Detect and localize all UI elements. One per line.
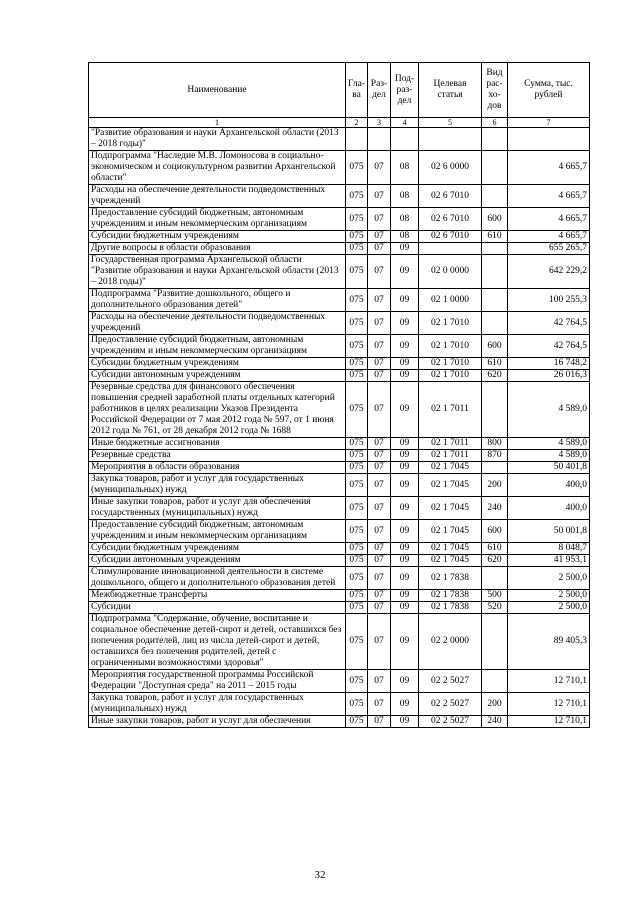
cell-name: Расходы на обеспечение деятельности подведомственных учреждений xyxy=(89,312,346,335)
cell-glava: 075 xyxy=(346,693,368,716)
table-row xyxy=(89,370,590,382)
cell-podrazdel: 09 xyxy=(391,520,419,543)
cell-glava: 075 xyxy=(346,358,368,370)
cell-glava: 075 xyxy=(346,462,368,474)
cell-name: Субсидии бюджетным учреждениям xyxy=(89,231,346,243)
cell-podrazdel: 08 xyxy=(391,231,419,243)
cell-vid: 600 xyxy=(482,520,508,543)
cell-razdel: 07 xyxy=(368,438,391,450)
cell-statya: 02 1 7010 xyxy=(419,335,482,358)
table-row xyxy=(89,382,590,438)
cell-razdel: 07 xyxy=(368,716,391,728)
cell-glava: 075 xyxy=(346,602,368,614)
table-row xyxy=(89,474,590,497)
cell-summa: 12 710,1 xyxy=(508,716,590,728)
cell-glava: 075 xyxy=(346,255,368,289)
cell-podrazdel: 08 xyxy=(391,208,419,231)
cell-summa: 2 500,0 xyxy=(508,567,590,590)
cell-statya: 02 1 7010 xyxy=(419,312,482,335)
cell-summa: 4 665,7 xyxy=(508,151,590,185)
cell-statya: 02 1 7045 xyxy=(419,555,482,567)
cell-razdel: 07 xyxy=(368,497,391,520)
cell-summa: 42 764,5 xyxy=(508,312,590,335)
cell-name: Предоставление субсидий бюджетным, автономным учреждениям и иным некоммерческим организациям xyxy=(89,520,346,543)
table-row xyxy=(89,602,590,614)
cell-glava xyxy=(346,128,368,151)
cell-summa: 4 589,0 xyxy=(508,450,590,462)
budget-table xyxy=(88,62,590,728)
cell-vid xyxy=(482,151,508,185)
cell-name: Иные закупки товаров, работ и услуг для обеспечения xyxy=(89,716,346,728)
cell-vid: 800 xyxy=(482,438,508,450)
cell-razdel: 07 xyxy=(368,555,391,567)
cell-podrazdel: 09 xyxy=(391,497,419,520)
header-razdel: Раз-дел xyxy=(368,63,391,118)
cell-statya: 02 0 0000 xyxy=(419,255,482,289)
cell-podrazdel: 09 xyxy=(391,370,419,382)
table-row xyxy=(89,590,590,602)
cell-podrazdel: 09 xyxy=(391,289,419,312)
cell-vid xyxy=(482,567,508,590)
cell-name: Закупка товаров, работ и услуг для государственных (муниципальных) нужд xyxy=(89,474,346,497)
cell-statya: 02 6 7010 xyxy=(419,231,482,243)
cell-razdel: 07 xyxy=(368,474,391,497)
cell-glava: 075 xyxy=(346,335,368,358)
table-row xyxy=(89,128,590,151)
cell-podrazdel: 09 xyxy=(391,335,419,358)
cell-podrazdel: 09 xyxy=(391,255,419,289)
cell-razdel: 07 xyxy=(368,151,391,185)
cell-statya: 02 2 5027 xyxy=(419,670,482,693)
cell-vid: 240 xyxy=(482,497,508,520)
cell-podrazdel: 09 xyxy=(391,243,419,255)
cell-summa: 655 265,7 xyxy=(508,243,590,255)
cell-name: Иные закупки товаров, работ и услуг для обеспечения государственных (муниципальных) нужд xyxy=(89,497,346,520)
cell-razdel: 07 xyxy=(368,543,391,555)
cell-statya: 02 2 0000 xyxy=(419,614,482,670)
cell-name: Государственная программа Архангельской области "Развитие образования и науки Архангельской области (2013 – 2018 годы)" xyxy=(89,255,346,289)
cell-summa: 50 001,8 xyxy=(508,520,590,543)
table-row xyxy=(89,670,590,693)
cell-vid: 870 xyxy=(482,450,508,462)
cell-statya: 02 1 7011 xyxy=(419,382,482,438)
cell-razdel: 07 xyxy=(368,614,391,670)
cell-glava: 075 xyxy=(346,590,368,602)
cell-razdel: 07 xyxy=(368,602,391,614)
cell-razdel: 07 xyxy=(368,462,391,474)
cell-razdel: 07 xyxy=(368,370,391,382)
column-number: 3 xyxy=(368,118,391,128)
table-row xyxy=(89,450,590,462)
cell-name: Субсидии автономным учреждениям xyxy=(89,370,346,382)
cell-name: Субсидии автономным учреждениям xyxy=(89,555,346,567)
table-row xyxy=(89,358,590,370)
cell-razdel: 07 xyxy=(368,231,391,243)
cell-podrazdel xyxy=(391,128,419,151)
table-header-row xyxy=(89,63,590,118)
cell-name: Другие вопросы в области образования xyxy=(89,243,346,255)
cell-name: Субсидии xyxy=(89,602,346,614)
cell-glava: 075 xyxy=(346,208,368,231)
cell-podrazdel: 09 xyxy=(391,382,419,438)
table-row xyxy=(89,255,590,289)
table-body xyxy=(89,128,590,728)
cell-summa: 100 255,3 xyxy=(508,289,590,312)
cell-statya: 02 2 5027 xyxy=(419,716,482,728)
column-number: 4 xyxy=(391,118,419,128)
cell-razdel xyxy=(368,128,391,151)
cell-summa: 2 500,0 xyxy=(508,590,590,602)
cell-summa: 42 764,5 xyxy=(508,335,590,358)
cell-podrazdel: 09 xyxy=(391,312,419,335)
cell-razdel: 07 xyxy=(368,382,391,438)
cell-statya: 02 1 7838 xyxy=(419,590,482,602)
cell-vid: 620 xyxy=(482,370,508,382)
cell-vid xyxy=(482,614,508,670)
cell-vid: 200 xyxy=(482,474,508,497)
cell-statya: 02 1 7838 xyxy=(419,602,482,614)
cell-vid: 500 xyxy=(482,590,508,602)
cell-glava: 075 xyxy=(346,312,368,335)
cell-razdel: 07 xyxy=(368,520,391,543)
cell-razdel: 07 xyxy=(368,358,391,370)
cell-statya xyxy=(419,243,482,255)
cell-glava: 075 xyxy=(346,614,368,670)
cell-summa: 4 665,7 xyxy=(508,231,590,243)
cell-statya: 02 1 7010 xyxy=(419,370,482,382)
cell-summa: 12 710,1 xyxy=(508,670,590,693)
column-number-row xyxy=(89,118,590,128)
cell-name: Иные бюджетные ассигнования xyxy=(89,438,346,450)
table-row xyxy=(89,567,590,590)
cell-summa: 16 748,2 xyxy=(508,358,590,370)
cell-glava: 075 xyxy=(346,243,368,255)
column-number: 7 xyxy=(508,118,590,128)
cell-glava: 075 xyxy=(346,474,368,497)
header-podrazdel: Под-раз-дел xyxy=(391,63,419,118)
cell-razdel: 07 xyxy=(368,335,391,358)
cell-podrazdel: 09 xyxy=(391,555,419,567)
header-statya: Целевая статья xyxy=(419,63,482,118)
cell-summa: 50 401,8 xyxy=(508,462,590,474)
cell-vid xyxy=(482,128,508,151)
cell-glava: 075 xyxy=(346,231,368,243)
cell-name: Подпрограмма "Содержание, обучение, воспитание и социальное обеспечение детей-сирот и детей, оставшихся без попечения родителей, лиц из числа детей-сирот и детей, оставшихся без попечения родителей, детей с ограниченными возможностями здоровья" xyxy=(89,614,346,670)
cell-statya: 02 1 7045 xyxy=(419,474,482,497)
table-row xyxy=(89,185,590,208)
cell-razdel: 07 xyxy=(368,208,391,231)
cell-statya: 02 1 7045 xyxy=(419,497,482,520)
cell-statya: 02 6 0000 xyxy=(419,151,482,185)
table-row xyxy=(89,438,590,450)
cell-razdel: 07 xyxy=(368,185,391,208)
cell-vid xyxy=(482,185,508,208)
cell-podrazdel: 08 xyxy=(391,185,419,208)
table-row xyxy=(89,208,590,231)
cell-statya: 02 1 0000 xyxy=(419,289,482,312)
table-row xyxy=(89,243,590,255)
cell-summa: 400,0 xyxy=(508,497,590,520)
cell-name: "Развитие образования и науки Архангельской области (2013 – 2018 годы)" xyxy=(89,128,346,151)
cell-statya: 02 1 7045 xyxy=(419,520,482,543)
table-row xyxy=(89,716,590,728)
cell-vid: 600 xyxy=(482,208,508,231)
cell-summa: 4 665,7 xyxy=(508,208,590,231)
cell-name: Межбюджетные трансферты xyxy=(89,590,346,602)
cell-summa xyxy=(508,128,590,151)
cell-glava: 075 xyxy=(346,670,368,693)
cell-statya: 02 1 7011 xyxy=(419,438,482,450)
table-row xyxy=(89,335,590,358)
cell-razdel: 07 xyxy=(368,567,391,590)
page-number: 32 xyxy=(314,869,326,881)
cell-statya: 02 1 7010 xyxy=(419,358,482,370)
cell-name: Резервные средства для финансового обеспечения повышения средней заработной платы отдельных категорий работников в целях реализации Указов Президента Российской Федерации от 7 мая 2012 года № 597, от 1 июня 2012 года № 761, от 28 декабря 2012 года № 1688 xyxy=(89,382,346,438)
cell-glava: 075 xyxy=(346,497,368,520)
cell-vid: 610 xyxy=(482,231,508,243)
cell-razdel: 07 xyxy=(368,243,391,255)
cell-podrazdel: 08 xyxy=(391,151,419,185)
cell-glava: 075 xyxy=(346,382,368,438)
header-glava: Гла-ва xyxy=(346,63,368,118)
cell-name: Закупка товаров, работ и услуг для государственных (муниципальных) нужд xyxy=(89,693,346,716)
cell-name: Предоставление субсидий бюджетным, автономным учреждениям и иным некоммерческим организациям xyxy=(89,208,346,231)
cell-summa: 8 048,7 xyxy=(508,543,590,555)
cell-podrazdel: 09 xyxy=(391,716,419,728)
cell-summa: 41 953,1 xyxy=(508,555,590,567)
cell-vid xyxy=(482,382,508,438)
cell-glava: 075 xyxy=(346,185,368,208)
table-row xyxy=(89,693,590,716)
cell-razdel: 07 xyxy=(368,693,391,716)
table-row xyxy=(89,312,590,335)
cell-summa: 4 665,7 xyxy=(508,185,590,208)
cell-statya xyxy=(419,128,482,151)
cell-glava: 075 xyxy=(346,151,368,185)
cell-statya: 02 1 7045 xyxy=(419,543,482,555)
cell-podrazdel: 09 xyxy=(391,614,419,670)
cell-summa: 4 589,0 xyxy=(508,438,590,450)
cell-vid: 620 xyxy=(482,555,508,567)
header-name: Наименование xyxy=(89,63,346,118)
cell-name: Субсидии бюджетным учреждениям xyxy=(89,543,346,555)
table-row xyxy=(89,555,590,567)
column-number: 5 xyxy=(419,118,482,128)
cell-summa: 12 710,1 xyxy=(508,693,590,716)
cell-name: Подпрограмма "Развитие дошкольного, общего и дополнительного образования детей" xyxy=(89,289,346,312)
cell-vid: 200 xyxy=(482,693,508,716)
cell-summa: 642 229,2 xyxy=(508,255,590,289)
cell-name: Подпрограмма "Наследие М.В. Ломоносова в социально-экономическом и социокультурном развитии Архангельской области" xyxy=(89,151,346,185)
cell-vid xyxy=(482,243,508,255)
cell-statya: 02 6 7010 xyxy=(419,185,482,208)
column-number: 2 xyxy=(346,118,368,128)
cell-podrazdel: 09 xyxy=(391,602,419,614)
cell-summa: 26 016,3 xyxy=(508,370,590,382)
cell-statya: 02 1 7838 xyxy=(419,567,482,590)
cell-podrazdel: 09 xyxy=(391,590,419,602)
cell-podrazdel: 09 xyxy=(391,358,419,370)
cell-vid: 610 xyxy=(482,358,508,370)
table-row xyxy=(89,151,590,185)
column-number: 1 xyxy=(89,118,346,128)
cell-podrazdel: 09 xyxy=(391,462,419,474)
table-row xyxy=(89,614,590,670)
header-summa: Сумма, тыс. рублей xyxy=(508,63,590,118)
cell-name: Субсидии бюджетным учреждениям xyxy=(89,358,346,370)
cell-glava: 075 xyxy=(346,555,368,567)
cell-podrazdel: 09 xyxy=(391,450,419,462)
cell-podrazdel: 09 xyxy=(391,543,419,555)
cell-name: Мероприятия государственной программы Российской Федерации "Доступная среда" на 2011 – 2015 годы xyxy=(89,670,346,693)
cell-vid xyxy=(482,289,508,312)
table-row xyxy=(89,231,590,243)
cell-vid xyxy=(482,462,508,474)
budget-table-container xyxy=(88,62,589,728)
cell-vid xyxy=(482,255,508,289)
cell-podrazdel: 09 xyxy=(391,670,419,693)
cell-vid: 610 xyxy=(482,543,508,555)
table-row xyxy=(89,497,590,520)
cell-vid: 520 xyxy=(482,602,508,614)
cell-glava: 075 xyxy=(346,520,368,543)
table-row xyxy=(89,543,590,555)
cell-vid: 600 xyxy=(482,335,508,358)
cell-glava: 075 xyxy=(346,567,368,590)
cell-razdel: 07 xyxy=(368,255,391,289)
cell-summa: 400,0 xyxy=(508,474,590,497)
cell-vid xyxy=(482,312,508,335)
cell-name: Мероприятия в области образования xyxy=(89,462,346,474)
cell-razdel: 07 xyxy=(368,590,391,602)
cell-statya: 02 6 7010 xyxy=(419,208,482,231)
table-row xyxy=(89,520,590,543)
cell-glava: 075 xyxy=(346,438,368,450)
cell-glava: 075 xyxy=(346,370,368,382)
cell-statya: 02 1 7045 xyxy=(419,462,482,474)
cell-summa: 89 405,3 xyxy=(508,614,590,670)
cell-name: Расходы на обеспечение деятельности подведомственных учреждений xyxy=(89,185,346,208)
cell-statya: 02 1 7011 xyxy=(419,450,482,462)
cell-summa: 4 589,0 xyxy=(508,382,590,438)
cell-name: Предоставление субсидий бюджетным, автономным учреждениям и иным некоммерческим организациям xyxy=(89,335,346,358)
cell-podrazdel: 09 xyxy=(391,438,419,450)
cell-glava: 075 xyxy=(346,450,368,462)
cell-razdel: 07 xyxy=(368,450,391,462)
cell-razdel: 07 xyxy=(368,670,391,693)
cell-razdel: 07 xyxy=(368,312,391,335)
cell-vid xyxy=(482,670,508,693)
column-number: 6 xyxy=(482,118,508,128)
cell-vid: 240 xyxy=(482,716,508,728)
cell-name: Стимулирование инновационной деятельности в системе дошкольного, общего и дополнительного образования детей xyxy=(89,567,346,590)
cell-podrazdel: 09 xyxy=(391,474,419,497)
cell-summa: 2 500,0 xyxy=(508,602,590,614)
cell-glava: 075 xyxy=(346,289,368,312)
cell-name: Резервные средства xyxy=(89,450,346,462)
cell-podrazdel: 09 xyxy=(391,567,419,590)
cell-podrazdel: 09 xyxy=(391,693,419,716)
table-row xyxy=(89,289,590,312)
cell-glava: 075 xyxy=(346,716,368,728)
cell-razdel: 07 xyxy=(368,289,391,312)
header-vid: Вид рас-хо-дов xyxy=(482,63,508,118)
cell-glava: 075 xyxy=(346,543,368,555)
cell-statya: 02 2 5027 xyxy=(419,693,482,716)
table-row xyxy=(89,462,590,474)
